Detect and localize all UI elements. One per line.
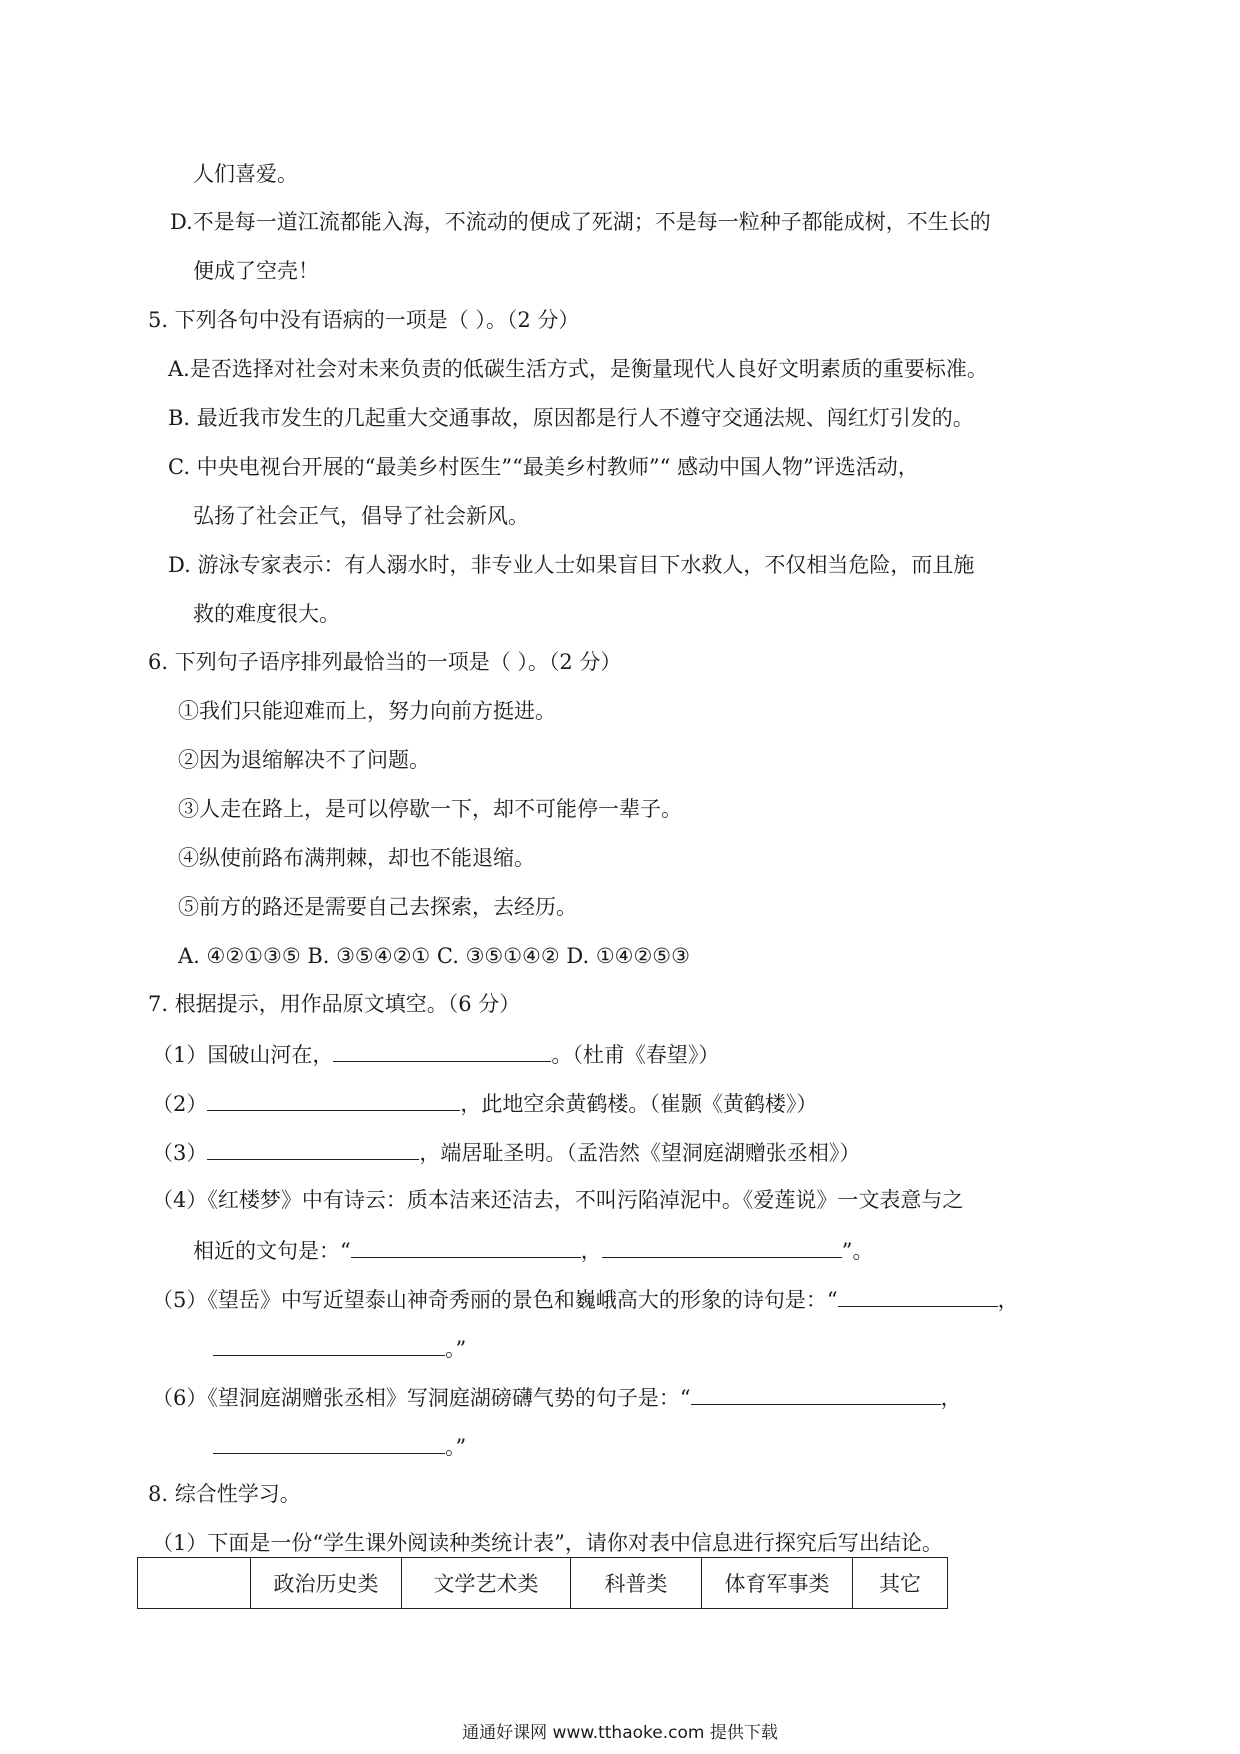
q7-item-3-prefix: （3） <box>152 1141 208 1165</box>
q7-item-4-line2 <box>193 1235 874 1265</box>
q4-option-d-line2: 便成了空壳！ <box>193 259 319 283</box>
q7-item-6-prefix: （6）《望洞庭湖赠张丞相》写洞庭湖磅礴气势的句子是：“ <box>152 1386 691 1410</box>
table-row <box>138 1558 948 1609</box>
q7-item-1-prefix: （1）国破山河在， <box>152 1043 334 1067</box>
q6-stem: 6. 下列句子语序排列最恰当的一项是（ ）。（2 分） <box>148 650 622 674</box>
q6-sentence-3: ③人走在路上，是可以停歇一下，却不可能停一辈子。 <box>178 797 682 821</box>
q5-option-d-line2: 救的难度很大。 <box>193 602 340 626</box>
q4-c-tail: 人们喜爱。 <box>193 162 298 186</box>
q5-option-b: B. 最近我市发生的几起重大交通事故，原因都是行人不遵守交通法规、闯红灯引发的。 <box>168 406 974 430</box>
q7-item-6-suffix: 。” <box>445 1435 467 1459</box>
q7-item-4-line1: （4）《红楼梦》中有诗云：质本洁来还洁去，不叫污陷淖泥中。《爱莲说》一文表意与之 <box>152 1188 964 1212</box>
q7-item-4-blank-1[interactable] <box>351 1235 581 1258</box>
q7-item-1 <box>152 1039 719 1069</box>
q7-item-5-line1 <box>152 1284 1019 1314</box>
table-header-cell <box>138 1558 251 1609</box>
q7-item-2-blank[interactable] <box>207 1088 460 1111</box>
q8-sub1: （1）下面是一份“学生课外阅读种类统计表”，请你对表中信息进行探究后写出结论。 <box>152 1531 943 1555</box>
page-footer: 通通好课网 www.tthaoke.com 提供下载 <box>462 1723 778 1743</box>
q5-option-c-line1: C. 中央电视台开展的“最美乡村医生”“最美乡村教师”“ 感动中国人物”评选活动， <box>168 455 919 479</box>
q7-item-4-suffix: ”。 <box>841 1239 874 1263</box>
q7-item-3-suffix: ，端居耻圣明。（孟浩然《望洞庭湖赠张丞相》） <box>419 1141 861 1165</box>
q7-item-5-blank-1[interactable] <box>838 1284 998 1307</box>
q7-stem: 7. 根据提示，用作品原文填空。（6 分） <box>148 992 521 1016</box>
q7-item-6-comma: ， <box>940 1386 962 1410</box>
q7-item-5-comma: ， <box>997 1288 1019 1312</box>
q8-stem: 8. 综合性学习。 <box>148 1482 301 1506</box>
q7-item-5-suffix: 。” <box>445 1337 467 1361</box>
reading-stats-table <box>137 1557 948 1609</box>
q7-item-3 <box>152 1137 860 1167</box>
q7-item-5-line2 <box>213 1333 466 1363</box>
q5-option-a: A.是否选择对社会对未来负责的低碳生活方式，是衡量现代人良好文明素质的重要标准。 <box>168 357 988 381</box>
q7-item-6-blank-1[interactable] <box>691 1382 941 1405</box>
q7-item-1-suffix: 。（杜甫《春望》） <box>551 1043 720 1067</box>
table-header-cell: 政治历史类 <box>251 1558 402 1609</box>
table-header-cell: 科普类 <box>571 1558 702 1609</box>
q7-item-1-blank[interactable] <box>333 1039 551 1062</box>
q4-option-d-line1: D.不是每一道江流都能入海，不流动的便成了死湖；不是每一粒种子都能成树，不生长的 <box>170 210 991 234</box>
q6-sentence-1: ①我们只能迎难而上，努力向前方挺进。 <box>178 699 556 723</box>
q7-item-6-line1 <box>152 1382 962 1412</box>
q6-options: A. ④②①③⑤ B. ③⑤④②① C. ③⑤①④② D. ①④②⑤③ <box>178 944 690 968</box>
q5-stem: 5. 下列各句中没有语病的一项是（ ）。（2 分） <box>148 308 580 332</box>
table-header-cell: 文学艺术类 <box>402 1558 571 1609</box>
q5-option-c-line2: 弘扬了社会正气，倡导了社会新风。 <box>193 504 529 528</box>
q6-sentence-5: ⑤前方的路还是需要自己去探索，去经历。 <box>178 895 577 919</box>
q6-sentence-2: ②因为退缩解决不了问题。 <box>178 748 430 772</box>
q7-item-6-line2 <box>213 1431 466 1461</box>
table-header-cell: 体育军事类 <box>702 1558 853 1609</box>
q7-item-5-prefix: （5）《望岳》中写近望泰山神奇秀丽的景色和巍峨高大的形象的诗句是：“ <box>152 1288 838 1312</box>
q7-item-2-prefix: （2） <box>152 1092 208 1116</box>
q7-item-4-prefix: 相近的文句是：“ <box>193 1239 351 1263</box>
q7-item-4-blank-2[interactable] <box>602 1235 842 1258</box>
q7-item-2-suffix: ，此地空余黄鹤楼。（崔颢《黄鹤楼》） <box>460 1092 818 1116</box>
q7-item-4-comma: ， <box>580 1239 602 1263</box>
q7-item-5-blank-2[interactable] <box>213 1333 445 1356</box>
q6-sentence-4: ④纵使前路布满荆棘，却也不能退缩。 <box>178 846 535 870</box>
q7-item-3-blank[interactable] <box>207 1137 419 1160</box>
table-header-cell: 其它 <box>853 1558 948 1609</box>
q5-option-d-line1: D. 游泳专家表示：有人溺水时，非专业人士如果盲目下水救人，不仅相当危险，而且施 <box>168 553 975 577</box>
q7-item-6-blank-2[interactable] <box>213 1431 445 1454</box>
q7-item-2 <box>152 1088 817 1118</box>
